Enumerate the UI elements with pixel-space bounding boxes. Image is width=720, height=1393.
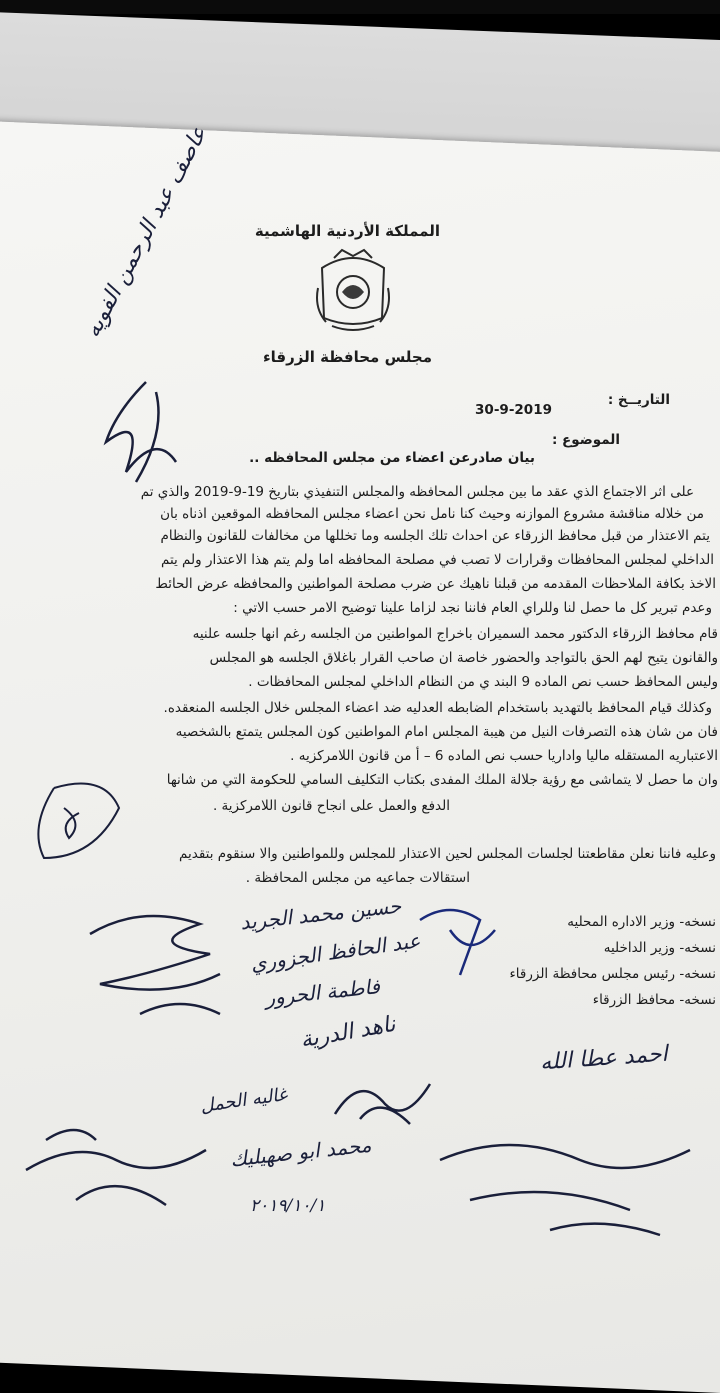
cc-line: نسخه- وزير الاداره المحليه (567, 914, 716, 930)
body-line: الاخذ بكافة الملاحظات المقدمه من قبلنا ناهيك عن ضرب مصلحة المواطنين والمحافظه عرض الحائط (155, 576, 716, 592)
signature-mark (16, 1110, 216, 1220)
signature-name: محمد ابو صهيليك (229, 1132, 373, 1172)
cc-line: نسخه- رئيس مجلس محافظة الزرقاء (509, 966, 716, 982)
subject-value: بيان صادرعن اعضاء من مجلس المحافظه .. (249, 450, 535, 466)
closing-line: وعليه فاننا نعلن مقاطعتنا لجلسات المجلس لحين الاعتذار للمجلس وللمواطنين والا سنقوم بتقديم (179, 846, 716, 862)
handwritten-date: ٢٠١٩/١٠/١ (250, 1196, 326, 1216)
signature-mark (430, 1120, 710, 1250)
subject-label: الموضوع : (551, 432, 620, 448)
cc-line: نسخه- وزير الداخليه (603, 940, 716, 956)
body-line: من خلاله مناقشة مشروع الموازنه وحيث كنا نامل نحن اعضاء مجلس المحافظه الموقعين اذناه بان (160, 506, 704, 522)
kingdom-heading: المملكة الأردنية الهاشمية (254, 222, 440, 240)
body-line: الداخلي لمجلس المحافظات وقرارات لا تصب في مصلحة المحافظه اما ولم يتم هذا الاعتذار ولم يتم (160, 552, 714, 568)
body-line: وليس المحافظ حسب نص الماده 9 البند ي من النظام الداخلي لمجلس المحافظات . (248, 674, 718, 690)
signature-name: حسين محمد الجريد (239, 893, 403, 935)
signature-name: احمد عطا الله (539, 1041, 669, 1076)
body-line: قام محافظ الزرقاء الدكتور محمد السميران باخراج المواطنين من الجلسه رغم انها جلسه علنيه (192, 626, 718, 642)
date-label: التاريــخ : (607, 392, 670, 408)
body-line: الدفع والعمل على انجاح قانون اللامركزية . (212, 798, 450, 814)
signature-mark (24, 768, 134, 878)
body-line: على اثر الاجتماع الذي عقد ما بين مجلس المحافظه والمجلس التنفيذي بتاريخ 19-9-2019 والذي تم (140, 484, 694, 500)
cc-line: نسخه- محافظ الزرقاء (592, 992, 716, 1008)
body-line: وكذلك قيام المحافظ بالتهديد باستخدام الضابطه العدليه ضد اعضاء المجلس خلال الجلسه المنعقده. (163, 700, 712, 716)
signature-name: عبد الحافظ الجزوري (249, 928, 422, 976)
signature-name: فاطمة الحرور (264, 974, 382, 1010)
signature-mark (330, 1064, 440, 1134)
closing-line: استقالات جماعيه من مجلس المحافظة . (245, 870, 470, 886)
signature-name: ناهد الدرية (298, 1011, 398, 1054)
date-value: 30-9-2019 (475, 402, 552, 418)
body-line: فان من شان هذه التصرفات النيل من هيبة المجلس امام المواطنين كون المجلس يتمتع بالشخصيه (175, 724, 718, 740)
body-line: الاعتباريه المستقله ماليا واداريا حسب نص الماده 6 – أ من قانون اللامركزيه . (290, 748, 718, 764)
signature-mark (86, 372, 196, 492)
body-line: والقانون يتيح لهم الحق بالتواجد والحضور خاصة ان صاحب القرار باغلاق الجلسه هو المجلس (209, 650, 718, 666)
signature-mark (80, 904, 240, 1034)
signature-name: غاليه الحمل (198, 1084, 289, 1117)
body-line: يتم الاعتذار من قبل محافظ الزرقاء عن احداث تلك الجلسه وما تخللها من مخالفات للقانون والنظام (160, 528, 710, 544)
body-line: وعدم تبرير كل ما حصل لنا وللراي العام فاننا نجد لزاما علينا توضيح الامر حسب الاتي : (233, 600, 712, 616)
coat-of-arms-icon (312, 248, 394, 334)
signature-mark (410, 900, 510, 980)
body-line: وان ما حصل لا يتماشى مع رؤية جلالة الملك المفدى بكتاب التكليف السامي للحكومة التي من شانها (166, 772, 718, 788)
council-heading: مجلس محافظة الزرقاء (263, 348, 432, 366)
margin-handwriting: عاصف عبد الرحمن الفويه (80, 122, 213, 342)
